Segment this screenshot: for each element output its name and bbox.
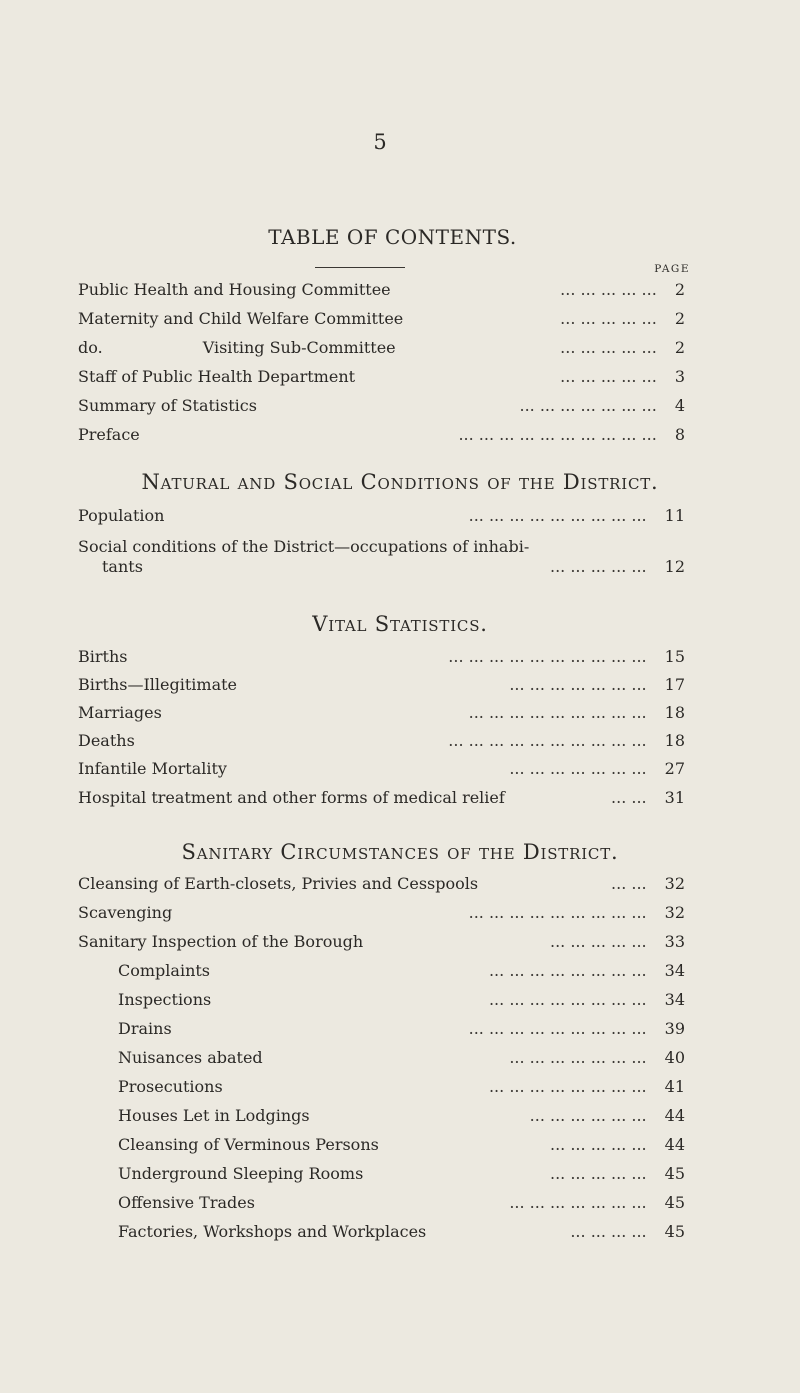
toc-entry-label: Infantile Mortality	[78, 759, 227, 778]
toc-entry-line	[118, 961, 685, 981]
toc-entry	[118, 990, 685, 1010]
toc-entry-label: Drains	[118, 1019, 172, 1038]
toc-entry-label: Prosecutions	[118, 1077, 223, 1096]
toc-entry-page: 33	[664, 932, 685, 951]
toc-entry-page: 32	[664, 874, 685, 893]
section-heading: Sanitary Circumstances of the District.	[181, 840, 619, 864]
toc-entry-page: 34	[664, 990, 685, 1009]
toc-entry-label: Offensive Trades	[118, 1193, 255, 1212]
toc-entry-line	[78, 309, 685, 329]
toc-entry	[78, 280, 685, 300]
toc-entry-line	[78, 874, 685, 894]
toc-entry-page: 39	[664, 1019, 685, 1038]
toc-entry-label: Scavenging	[78, 903, 173, 922]
toc-entry-label: Births	[78, 647, 128, 666]
toc-entry-page: 3	[674, 367, 685, 386]
dot-leader: ... ... ... ...	[570, 1222, 647, 1241]
toc-entry	[78, 759, 685, 779]
toc-entry	[118, 1222, 685, 1242]
dot-leader: ... ...	[611, 788, 647, 807]
dot-leader: ... ... ... ... ...	[560, 309, 657, 328]
dot-leader: ... ... ... ... ... ... ... ... ... ...	[448, 731, 647, 750]
toc-entry	[78, 425, 685, 445]
toc-entry	[78, 647, 685, 667]
toc-entry	[118, 1164, 685, 1184]
toc-entry-line	[78, 788, 685, 808]
dot-leader: ... ... ... ... ...	[560, 338, 657, 357]
toc-entry-label: Staff of Public Health Department	[78, 367, 356, 386]
toc-entry-line	[78, 703, 685, 723]
toc-entry-label: Preface	[78, 425, 140, 444]
toc-entry	[78, 703, 685, 723]
page-title: TABLE OF CONTENTS.	[268, 225, 517, 249]
dot-leader: ... ... ... ... ... ... ...	[509, 1048, 647, 1067]
dot-leader: ... ... ... ... ...	[550, 557, 647, 576]
page-number: 5	[373, 130, 387, 154]
toc-entry-line	[118, 1164, 685, 1184]
toc-entry-label: do.	[78, 338, 103, 357]
toc-entry-line	[78, 731, 685, 751]
dot-leader: ... ... ... ... ... ... ... ...	[488, 1077, 647, 1096]
toc-entry-line	[78, 367, 685, 387]
toc-entry-page: 2	[674, 309, 685, 328]
toc-entry-label: Sanitary Inspection of the Borough	[78, 932, 364, 951]
toc-entry-page: 18	[664, 703, 685, 722]
section-heading: Vital Statistics.	[312, 612, 488, 636]
toc-entry	[78, 675, 685, 695]
toc-entry	[118, 961, 685, 981]
toc-entry-line	[78, 675, 685, 695]
toc-entry-label-continued: tants	[102, 557, 143, 576]
toc-entry-page: 17	[664, 675, 685, 694]
toc-entry-line	[118, 1106, 685, 1126]
toc-entry-line	[78, 280, 685, 300]
toc-entry-line	[118, 1135, 685, 1155]
toc-entry-line	[78, 425, 685, 445]
toc-entry	[78, 396, 685, 416]
dot-leader: ... ... ... ... ...	[550, 1135, 647, 1154]
toc-entry-page: 2	[674, 338, 685, 357]
toc-entry-label: Nuisances abated	[118, 1048, 263, 1067]
dot-leader: ... ... ... ... ... ... ... ... ... ...	[448, 647, 647, 666]
dot-leader: ... ... ... ... ...	[550, 1164, 647, 1183]
toc-entry	[78, 338, 685, 358]
toc-entry-line	[118, 1048, 685, 1068]
toc-entry-page: 15	[664, 647, 685, 666]
toc-entry	[78, 537, 685, 577]
toc-entry	[78, 367, 685, 387]
toc-entry	[118, 1106, 685, 1126]
toc-entry-line	[78, 338, 685, 358]
toc-entry-line	[118, 1077, 685, 1097]
dot-leader: ... ... ... ... ... ...	[529, 1106, 647, 1125]
toc-entry-page: 44	[664, 1135, 685, 1154]
dot-leader: ... ... ... ... ... ... ... ... ...	[468, 1019, 647, 1038]
toc-entry-label: Hospital treatment and other forms of medical relief	[78, 788, 505, 807]
toc-entry-label: Maternity and Child Welfare Committee	[78, 309, 404, 328]
toc-entry	[78, 506, 685, 526]
dot-leader: ... ... ... ... ... ... ...	[509, 759, 647, 778]
toc-entry-line	[118, 1019, 685, 1039]
toc-entry-label: Deaths	[78, 731, 135, 750]
toc-entry-label-secondary: Visiting Sub-Committee	[202, 338, 396, 357]
toc-entry-line	[118, 1222, 685, 1242]
toc-entry-line	[78, 506, 685, 526]
toc-entry-page: 2	[674, 280, 685, 299]
toc-entry-page: 12	[664, 557, 685, 576]
toc-entry-line	[78, 557, 685, 577]
section-heading: Natural and Social Conditions of the District.	[141, 470, 659, 494]
page-column-label: PAGE	[654, 263, 690, 275]
toc-entry-label: Marriages	[78, 703, 162, 722]
toc-entry	[118, 1048, 685, 1068]
toc-entry-page: 45	[664, 1222, 685, 1241]
toc-entry	[78, 788, 685, 808]
toc-entry-label: Births—Illegitimate	[78, 675, 238, 694]
toc-entry-line	[78, 932, 685, 952]
toc-entry-page: 34	[664, 961, 685, 980]
dot-leader: ... ... ... ... ...	[560, 367, 657, 386]
dot-leader: ... ...	[611, 874, 647, 893]
toc-entry-page: 40	[664, 1048, 685, 1067]
toc-entry-label: Summary of Statistics	[78, 396, 257, 415]
dot-leader: ... ... ... ... ... ... ...	[509, 675, 647, 694]
dot-leader: ... ... ... ... ... ... ... ... ...	[468, 903, 647, 922]
toc-entry-label: Underground Sleeping Rooms	[118, 1164, 364, 1183]
dot-leader: ... ... ... ... ... ... ... ... ...	[468, 703, 647, 722]
toc-entry-page: 18	[664, 731, 685, 750]
toc-entry	[78, 903, 685, 923]
toc-entry	[78, 731, 685, 751]
dot-leader: ... ... ... ... ... ... ...	[519, 396, 657, 415]
toc-entry-page: 32	[664, 903, 685, 922]
dot-leader: ... ... ... ... ... ... ... ... ... ...	[458, 425, 657, 444]
toc-entry-line	[118, 990, 685, 1010]
toc-entry-line	[78, 396, 685, 416]
toc-entry	[78, 309, 685, 329]
dot-leader: ... ... ... ... ... ... ...	[509, 1193, 647, 1212]
toc-entry-label: Cleansing of Verminous Persons	[118, 1135, 379, 1154]
dot-leader: ... ... ... ... ...	[560, 280, 657, 299]
toc-entry-label: Social conditions of the District—occupations of inhabi-	[78, 537, 530, 556]
toc-entry	[118, 1193, 685, 1213]
toc-entry-page: 41	[664, 1077, 685, 1096]
dot-leader: ... ... ... ... ... ... ... ... ...	[468, 506, 647, 525]
toc-entry	[78, 874, 685, 894]
toc-entry-label: Inspections	[118, 990, 212, 1009]
toc-entry	[118, 1077, 685, 1097]
toc-entry	[118, 1135, 685, 1155]
toc-entry-label: Cleansing of Earth-closets, Privies and Cesspools	[78, 874, 479, 893]
toc-entry-label: Houses Let in Lodgings	[118, 1106, 310, 1125]
toc-entry-page: 11	[664, 506, 685, 525]
toc-entry-line	[78, 759, 685, 779]
toc-entry-page: 45	[664, 1164, 685, 1183]
toc-entry-line	[118, 1193, 685, 1213]
toc-entry	[78, 932, 685, 952]
toc-entry-page: 4	[674, 396, 685, 415]
dot-leader: ... ... ... ... ... ... ... ...	[488, 990, 647, 1009]
dot-leader: ... ... ... ... ... ... ... ...	[488, 961, 647, 980]
toc-entry-line	[78, 647, 685, 667]
toc-entry-page: 27	[664, 759, 685, 778]
toc-entry-page: 45	[664, 1193, 685, 1212]
toc-entry	[118, 1019, 685, 1039]
toc-entry-page: 8	[674, 425, 685, 444]
toc-entry-page: 44	[664, 1106, 685, 1125]
toc-entry-label: Complaints	[118, 961, 211, 980]
title-rule	[315, 267, 405, 268]
toc-entry-page: 31	[664, 788, 685, 807]
toc-entry-label: Population	[78, 506, 165, 525]
dot-leader: ... ... ... ... ...	[550, 932, 647, 951]
toc-entry-label: Factories, Workshops and Workplaces	[118, 1222, 427, 1241]
toc-entry-label: Public Health and Housing Committee	[78, 280, 391, 299]
toc-entry-line	[78, 903, 685, 923]
